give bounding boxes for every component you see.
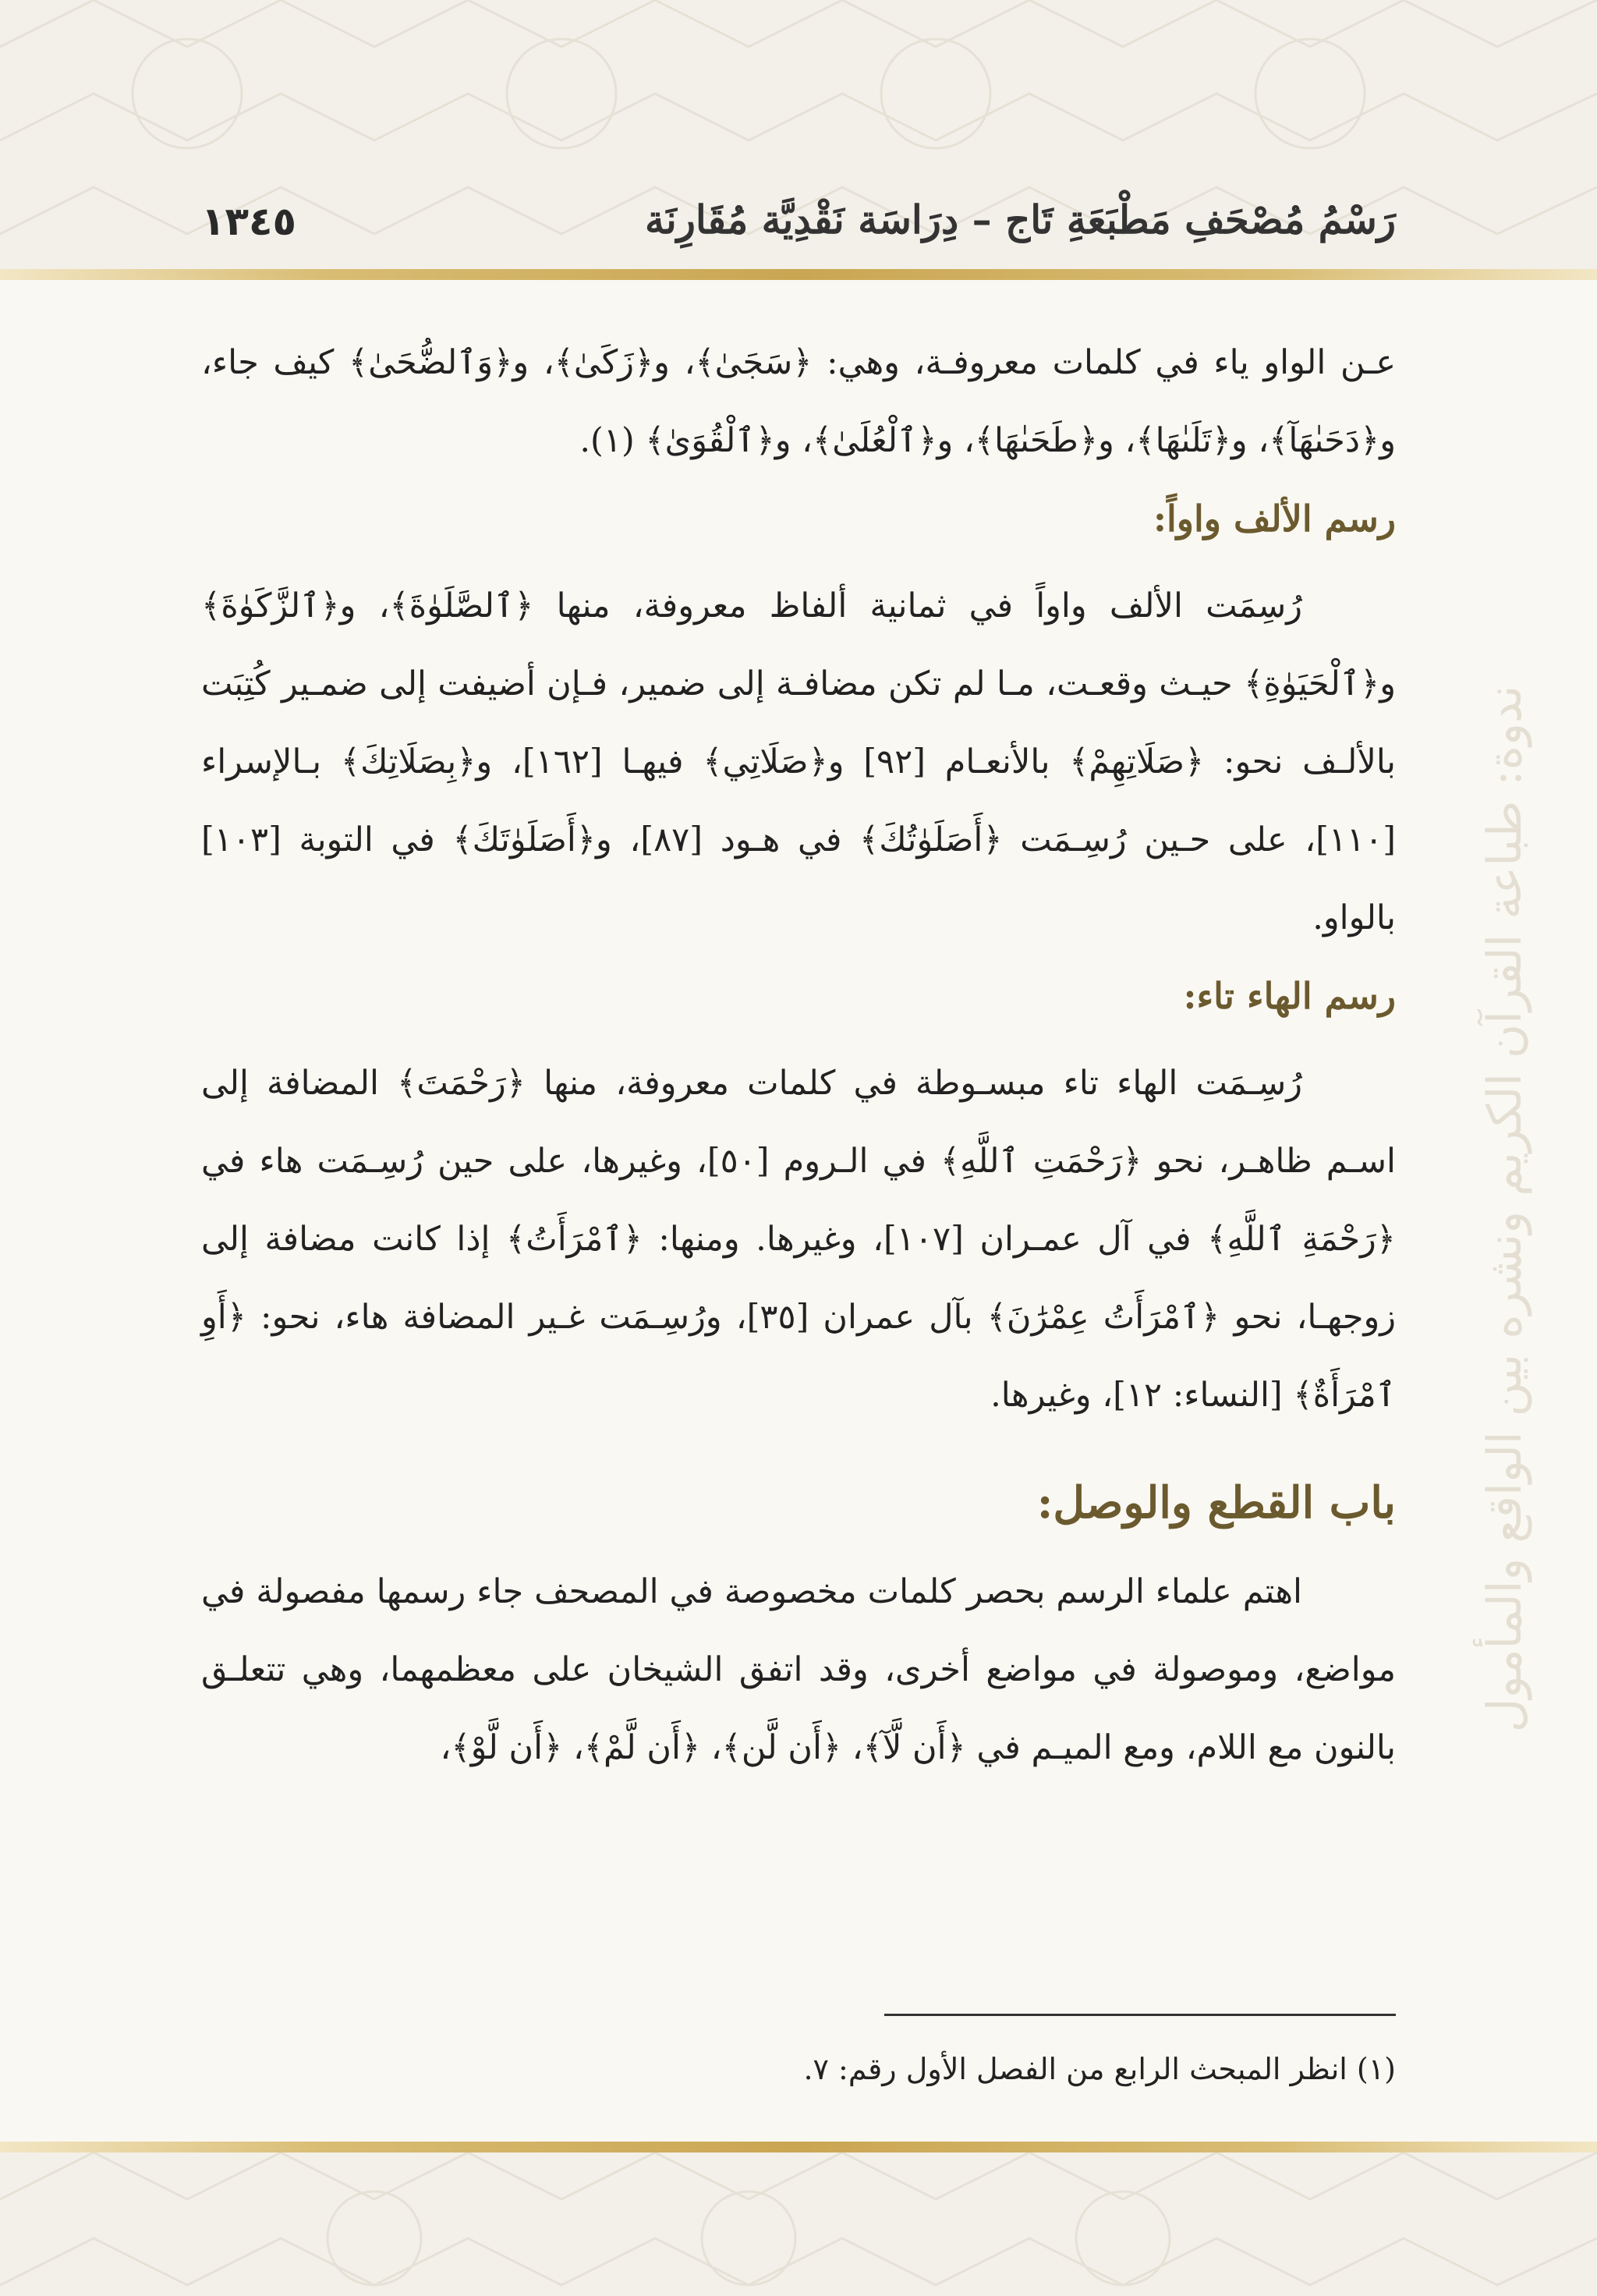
- section-heading: باب القطع والوصل:: [1036, 1477, 1396, 1529]
- footer-gold-rule: [0, 2142, 1597, 2152]
- paragraph: عـن الواو ياء في كلمات معروفـة، وهي: ﴿سَجَىٰ﴾، و﴿زَكَىٰ﴾، و﴿وَٱلضُّحَىٰ﴾ كيف جاء، و﴿دَحَىٰهَآ﴾، و﴿تَلَىٰهَا﴾، و﴿طَحَىٰهَا﴾، و﴿ٱلْعُلَىٰ﴾، و﴿ٱلْقُوَىٰ﴾ (١).: [201, 343, 1396, 460]
- subheading: رسم الألف واواً:: [1153, 498, 1396, 540]
- footnote-divider: [884, 2014, 1396, 2016]
- geometric-pattern-icon: [0, 2152, 1597, 2296]
- paragraph: رُسِمَت الألف واواً في ثمانية ألفاظ معروفة، منها ﴿ٱلصَّلَوٰةَ﴾، و﴿ٱلزَّكَوٰةَ﴾ و﴿ٱلْحَيَوٰةِ﴾ حيـث وقعـت، مـا لم تكن مضافـة إلى ضمير، فـإن أضيفت إلى ضمـير كُتِبَت بالألـف نحو: ﴿صَلَاتِهِمْ﴾ بالأنعـام [٩٢] و﴿صَلَاتِي﴾ فيهـا [١٦٢]، و﴿بِصَلَاتِكَ﴾ بـالإسراء [١١٠]، على حـين رُسِـمَت ﴿أَصَلَوٰتُكَ﴾ في هـود [٨٧]، و﴿أَصَلَوٰتَكَ﴾ في التوبة [١٠٣] بالواو.: [201, 586, 1396, 937]
- subheading: رسم الهاء تاء:: [1183, 975, 1396, 1017]
- running-title: رَسْمُ مُصْحَفِ مَطْبَعَةِ تَاج – دِرَاسَة نَقْدِيَّة مُقَارِنَة: [645, 197, 1396, 243]
- paragraph: رُسِـمَت الهاء تاء مبسـوطة في كلمات معروفة، منها ﴿رَحْمَتَ﴾ المضافة إلى اسـم ظاهـر، نحو ﴿رَحْمَتِ ٱللَّهِ﴾ في الـروم [٥٠]، وغيرها، على حين رُسِـمَت هاء في ﴿رَحْمَةِ ٱللَّهِ﴾ في آل عمـران [١٠٧]، وغيرها. ومنها: ﴿ٱمْرَأَتُ﴾ إذا كانت مضافة إلى زوجهـا، نحو ﴿ٱمْرَأَتُ عِمْرَٰنَ﴾ بآل عمران [٣٥]، ورُسِـمَت غـير المضافة هاء، نحو: ﴿أَوِ ٱمْرَأَةٌ﴾ [النساء: ١٢]، وغيرها.: [201, 1064, 1397, 1415]
- footnote: (١) انظر المبحث الرابع من الفصل الأول رقم: ٧.: [803, 2052, 1396, 2086]
- body-text: [201, 324, 1396, 1787]
- footer-pattern-band: [0, 2152, 1597, 2296]
- header-gold-rule: [0, 269, 1597, 280]
- page-number: ١٣٤٥: [201, 199, 297, 244]
- side-watermark-text: ندوة: طباعة القرآن الكريم ونشره بين الواقع والمأمول: [1478, 685, 1533, 1733]
- side-watermark: [1450, 685, 1560, 1733]
- paragraph: اهتم علماء الرسم بحصر كلمات مخصوصة في المصحف جاء رسمها مفصولة في مواضع، وموصولة في مواضع أخرى، وقد اتفق الشيخان على معظمهما، وهي تتعلـق بالنون مع اللام، ومع الميـم في ﴿أَن لَّآ﴾، ﴿أَن لَّن﴾، ﴿أَن لَّمْ﴾، ﴿أَن لَّوْ﴾،: [201, 1572, 1396, 1767]
